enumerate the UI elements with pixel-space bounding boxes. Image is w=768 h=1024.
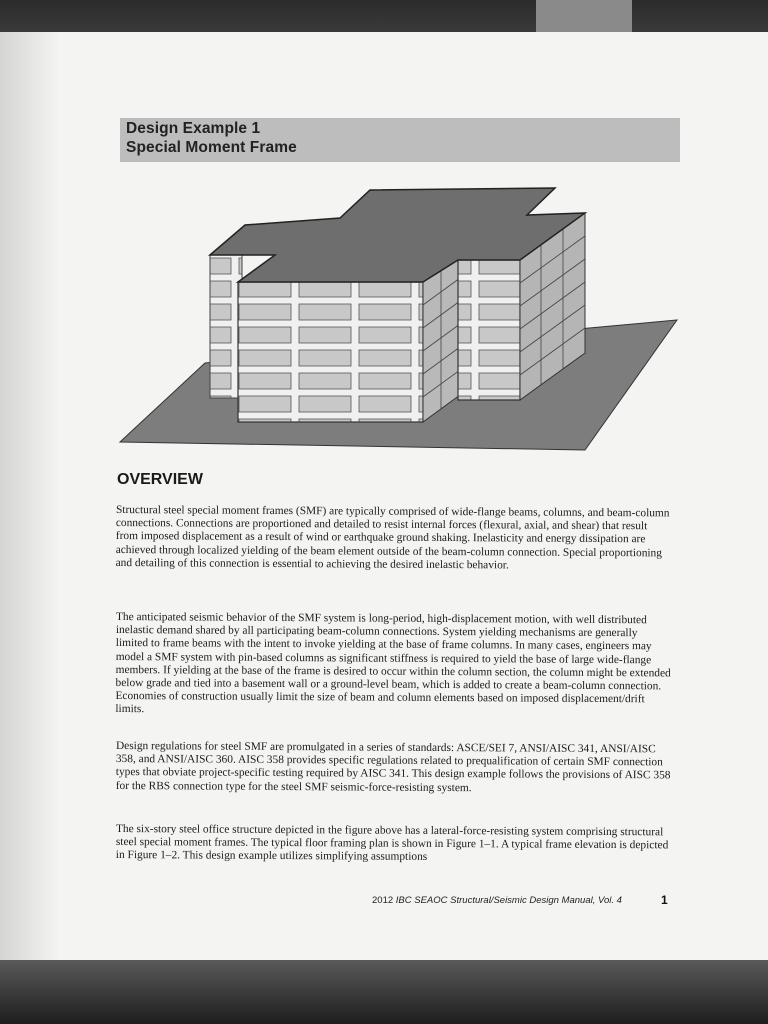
paragraph: The anticipated seismic behavior of the SMF system is long-period, high-displacement motion, with well distributed inelastic demand shared by all participating beam-column connections. System yielding mechanisms are generally limited to frame beams with the intent to invoke yielding at the base of frame columns. In many cases, engineers may model a SMF system with pin-based columns as significant stiffness is required to yield the base of large wide-flange members. If yielding at the base of the frame is desired to occur within the column section, the column might be extended below grade and tied into a basement wall or a ground-level beam, which is added to create a beam-column connection. Economies of construction usually limit the size of beam and column elements based on imposed displacement/drift limits.	[115, 611, 671, 716]
running-footer	[372, 895, 622, 906]
design-example-subtitle: Special Moment Frame	[126, 139, 297, 156]
scan-bottom-edge	[0, 960, 768, 1024]
paragraph: Design regulations for steel SMF are promulgated in a series of standards: ASCE/SEI 7, ANSI/AISC 341, ANSI/AISC 358, and ANSI/AISC 360. AISC 358 provides specific regulations related to prequalification of certain SMF connection types that obviate project-specific testing required by AISC 341. This design example follows the provisions of AISC 358 for the RBS connection type for the steel SMF seismic-force-resisting system.	[115, 740, 671, 794]
page-gutter-shadow	[0, 32, 60, 960]
building-illustration	[115, 185, 680, 455]
footer-publication: IBC SEAOC Structural/Seismic Design Manual, Vol. 4	[395, 895, 622, 906]
side-facade-front	[423, 255, 460, 422]
paragraph: The six-story steel office structure depicted in the figure above has a lateral-force-resisting system comprising structural steel special moment frames. The typical floor framing plan is shown in Figure 1–1. A typical frame elevation is depicted in Figure 1–2. This design example utilizes simplifying assumptions	[115, 823, 669, 864]
right-wing-face	[458, 260, 520, 400]
design-example-title: Design Example 1	[126, 120, 261, 137]
footer-year: 2012	[372, 895, 394, 906]
section-heading: OVERVIEW	[117, 471, 203, 488]
title-banner	[120, 118, 680, 162]
paragraph: Structural steel special moment frames (SMF) are typically comprised of wide-flange beams, columns, and beam-column connections. Connections are proportioned and detailed to resist internal forces (flexural, axial, and shear) that result from imposed displacement as a result of wind or earthquake ground shaking. Inelasticity and energy dissipation are achieved through localized yielding of the beam element outside of the beam-column connection. Special proportioning and detailing of this connection is essential to achieving the desired inelastic behavior.	[115, 504, 670, 572]
left-wing-face	[210, 255, 242, 398]
page-number: 1	[661, 893, 668, 907]
front-facade	[238, 282, 423, 422]
scan-top-edge	[0, 0, 768, 32]
page-corner-flap	[536, 0, 632, 32]
